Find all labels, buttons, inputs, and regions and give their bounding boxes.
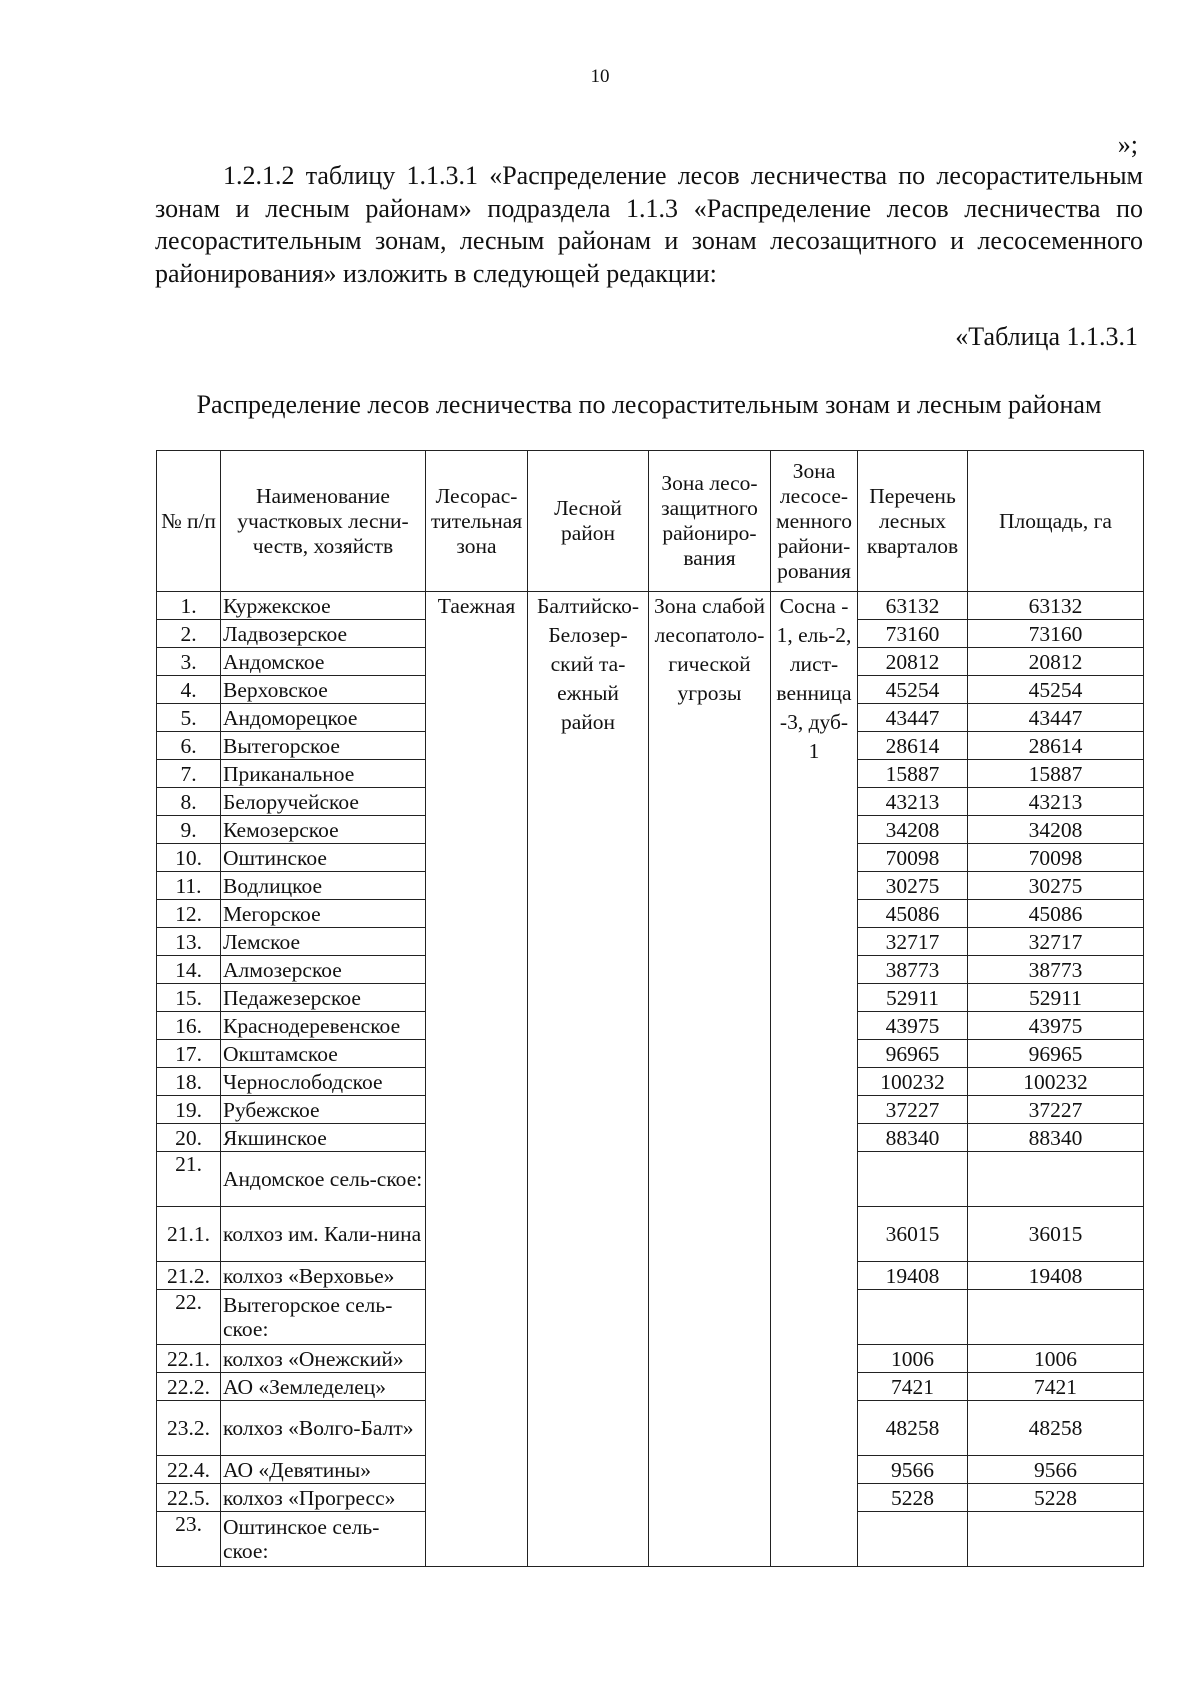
row-area: 5228 [968,1484,1144,1512]
row-area: 38773 [968,956,1144,984]
row-name: Чернослободское [221,1068,426,1096]
header-area: Площадь, га [968,451,1144,592]
row-quarters: 7421 [858,1373,968,1401]
row-quarters: 88340 [858,1124,968,1152]
row-number: 1. [157,592,221,620]
row-quarters [858,1290,968,1345]
row-area: 15887 [968,760,1144,788]
row-area: 20812 [968,648,1144,676]
table-label: «Таблица 1.1.3.1 [955,322,1138,351]
row-quarters [858,1512,968,1567]
row-name: Оштинское [221,844,426,872]
table-header-row [157,451,1144,592]
row-area: 30275 [968,872,1144,900]
row-name: Педажезерское [221,984,426,1012]
row-name: колхоз «Онежский» [221,1345,426,1373]
row-number: 18. [157,1068,221,1096]
row-number: 5. [157,704,221,732]
row-name: Куржекское [221,592,426,620]
row-number: 22.4. [157,1456,221,1484]
row-number: 21. [157,1152,221,1207]
merged-forest-district: Балтийско-Белозер-ский та-ежный район [528,592,649,1567]
row-number: 22. [157,1290,221,1345]
row-area: 43975 [968,1012,1144,1040]
header-forest-district: Лесной район [528,451,649,592]
row-number: 10. [157,844,221,872]
page-number: 10 [590,66,610,87]
row-name: Приканальное [221,760,426,788]
row-number: 12. [157,900,221,928]
row-quarters: 43447 [858,704,968,732]
row-name: Рубежское [221,1096,426,1124]
row-area: 48258 [968,1401,1144,1456]
row-number: 15. [157,984,221,1012]
row-number: 16. [157,1012,221,1040]
row-name: Алмозерское [221,956,426,984]
row-area: 36015 [968,1207,1144,1262]
row-quarters: 19408 [858,1262,968,1290]
row-number: 21.1. [157,1207,221,1262]
header-name: Наименование участковых лесни-честв, хозяйств [221,451,426,592]
row-quarters: 20812 [858,648,968,676]
row-quarters: 52911 [858,984,968,1012]
row-number: 21.2. [157,1262,221,1290]
row-quarters: 70098 [858,844,968,872]
row-area: 28614 [968,732,1144,760]
row-number: 22.5. [157,1484,221,1512]
row-quarters: 36015 [858,1207,968,1262]
row-area: 43447 [968,704,1144,732]
row-name: Андоморецкое [221,704,426,732]
row-area: 34208 [968,816,1144,844]
row-quarters: 43975 [858,1012,968,1040]
row-number: 3. [157,648,221,676]
row-name: Водлицкое [221,872,426,900]
row-name: Белоручейское [221,788,426,816]
row-number: 17. [157,1040,221,1068]
row-quarters: 96965 [858,1040,968,1068]
row-area: 7421 [968,1373,1144,1401]
row-area: 37227 [968,1096,1144,1124]
header-seed-zone: Зона лесосе-менного райони-рования [771,451,858,592]
row-area: 73160 [968,620,1144,648]
row-quarters: 100232 [858,1068,968,1096]
row-number: 13. [157,928,221,956]
row-name: колхоз «Волго-Балт» [221,1401,426,1456]
row-quarters: 34208 [858,816,968,844]
row-name: Андомское [221,648,426,676]
row-quarters: 15887 [858,760,968,788]
row-name: Верховское [221,676,426,704]
row-quarters: 38773 [858,956,968,984]
table-row [157,592,1144,620]
row-number: 9. [157,816,221,844]
row-area: 9566 [968,1456,1144,1484]
row-area: 96965 [968,1040,1144,1068]
merged-veg-zone: Таежная [426,592,528,1567]
row-quarters: 32717 [858,928,968,956]
row-number: 22.1. [157,1345,221,1373]
row-name: колхоз «Прогресс» [221,1484,426,1512]
row-number: 14. [157,956,221,984]
row-quarters: 9566 [858,1456,968,1484]
row-name: Оштинское сель-ское: [221,1512,426,1567]
row-number: 6. [157,732,221,760]
row-area: 100232 [968,1068,1144,1096]
row-area: 45254 [968,676,1144,704]
row-name: АО «Земледелец» [221,1373,426,1401]
row-name: Окштамское [221,1040,426,1068]
row-quarters: 45254 [858,676,968,704]
row-area: 63132 [968,592,1144,620]
header-veg-zone: Лесорас-тительная зона [426,451,528,592]
row-name: колхоз им. Кали-нина [221,1207,426,1262]
header-protect-zone: Зона лесо-защитного райониро-вания [649,451,771,592]
row-area: 45086 [968,900,1144,928]
row-quarters: 28614 [858,732,968,760]
row-name: Краснодеревенское [221,1012,426,1040]
row-name: Кемозерское [221,816,426,844]
row-number: 23. [157,1512,221,1567]
table-title: Распределение лесов лесничества по лесорастительным зонам и лесным районам [196,390,1102,419]
row-number: 19. [157,1096,221,1124]
row-quarters: 43213 [858,788,968,816]
row-number: 22.2. [157,1373,221,1401]
row-area: 32717 [968,928,1144,956]
row-name: Якшинское [221,1124,426,1152]
row-quarters: 48258 [858,1401,968,1456]
merged-protect-zone: Зона слабой лесопатоло-гической угрозы [649,592,771,1567]
row-area [968,1290,1144,1345]
closing-quote: »; [1117,130,1138,159]
row-area: 43213 [968,788,1144,816]
row-area [968,1152,1144,1207]
row-area: 1006 [968,1345,1144,1373]
row-area: 88340 [968,1124,1144,1152]
row-quarters: 30275 [858,872,968,900]
row-number: 8. [157,788,221,816]
header-quarters: Перечень лесных кварталов [858,451,968,592]
amendment-paragraph: 1.2.1.2 таблицу 1.1.3.1 «Распределение лесов лесничества по лесорастительным зонам и лесным районам» подраздела 1.1.3 «Распределение лесов лесничества по лесорастительным зонам, лесным районам и зонам лесозащитного и лесосеменного районирования» изложить в следующей редакции: [155,161,1143,288]
row-name: Андомское сель-ское: [221,1152,426,1207]
row-quarters: 1006 [858,1345,968,1373]
row-number: 4. [157,676,221,704]
row-name: Мегорское [221,900,426,928]
row-area: 52911 [968,984,1144,1012]
row-name: Лемское [221,928,426,956]
row-number: 7. [157,760,221,788]
row-name: АО «Девятины» [221,1456,426,1484]
merged-seed-zone: Сосна - 1, ель-2, лист-венница -3, дуб- 1 [771,592,858,1567]
row-quarters: 73160 [858,620,968,648]
row-area: 70098 [968,844,1144,872]
row-quarters: 5228 [858,1484,968,1512]
row-number: 20. [157,1124,221,1152]
row-name: Вытегорское [221,732,426,760]
row-number: 11. [157,872,221,900]
header-num: № п/п [157,451,221,592]
row-name: колхоз «Верховье» [221,1262,426,1290]
row-name: Ладвозерское [221,620,426,648]
row-quarters: 45086 [858,900,968,928]
forest-distribution-table [156,450,1144,1567]
row-quarters [858,1152,968,1207]
row-quarters: 63132 [858,592,968,620]
row-number: 23.2. [157,1401,221,1456]
row-quarters: 37227 [858,1096,968,1124]
row-number: 2. [157,620,221,648]
row-area [968,1512,1144,1567]
row-area: 19408 [968,1262,1144,1290]
row-name: Вытегорское сель-ское: [221,1290,426,1345]
